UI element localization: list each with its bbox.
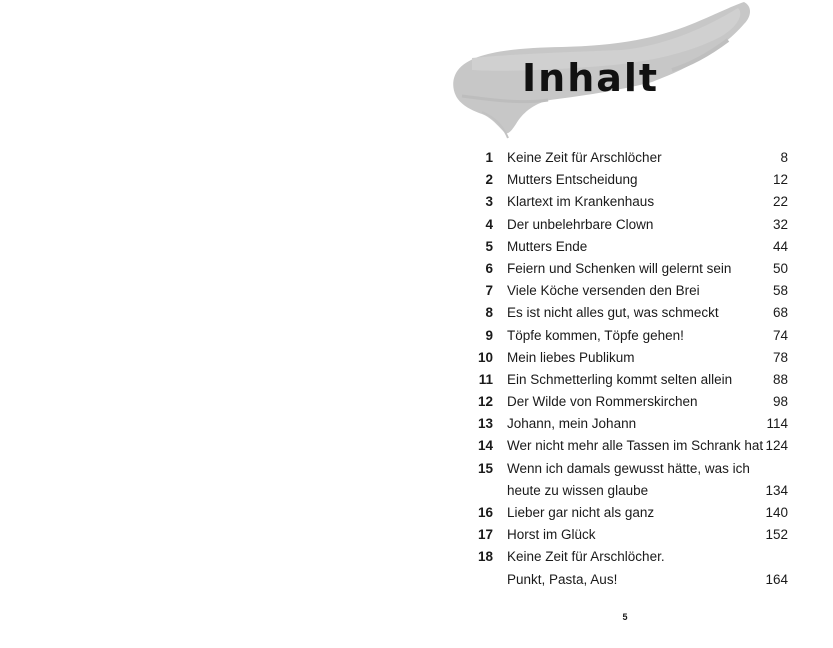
chapter-title: Mutters Entscheidung (507, 172, 638, 188)
chapter-title: Horst im Glück (507, 527, 596, 543)
chapter-page-number: 8 (780, 150, 788, 165)
toc-entry-row (470, 169, 790, 191)
chapter-page-number: 98 (772, 394, 788, 410)
page-number: 5 (622, 612, 628, 622)
toc-entry-row (470, 391, 790, 413)
chapter-number: 1 (485, 150, 493, 165)
chapter-number: 17 (477, 527, 493, 543)
chapter-number: 13 (477, 416, 493, 432)
chapter-number: 5 (485, 238, 493, 254)
table-of-contents (470, 147, 790, 591)
chapter-title: Mein liebes Publikum (507, 349, 635, 365)
toc-entry-row (470, 569, 790, 591)
chapter-page-number: 22 (772, 194, 788, 210)
chapter-page-number: 12 (772, 172, 788, 188)
chapter-title: heute zu wissen glaube (507, 482, 649, 498)
chapter-page-number: 140 (765, 505, 788, 520)
chapter-title: Lieber gar nicht als ganz (507, 505, 655, 520)
toc-entry-row (470, 546, 790, 568)
chapter-page-number: 32 (772, 216, 788, 232)
toc-entry-row (470, 524, 790, 546)
chapter-title: Viele Köche versenden den Brei (507, 283, 700, 299)
chapter-title: Keine Zeit für Arschlöcher. (507, 549, 665, 565)
chapter-number: 10 (477, 349, 493, 365)
chapter-title: Feiern und Schenken will gelernt sein (507, 260, 732, 276)
chapter-number: 16 (477, 505, 493, 520)
toc-entry-row (470, 214, 790, 236)
toc-entry-row (470, 258, 790, 280)
chapter-page-number: 58 (772, 283, 788, 299)
toc-entry-row (470, 413, 790, 435)
chapter-number: 2 (485, 172, 493, 188)
chapter-number: 3 (485, 194, 493, 210)
chapter-number: 8 (485, 305, 493, 321)
chapter-title: Punkt, Pasta, Aus! (507, 571, 618, 587)
chapter-title: Klartext im Krankenhaus (507, 194, 655, 210)
chapter-page-number: 68 (772, 305, 788, 321)
chapter-page-number: 78 (772, 349, 788, 365)
chapter-title: Der Wilde von Rommerskirchen (507, 394, 698, 410)
chapter-title: Der unbelehrbare Clown (507, 216, 654, 232)
chapter-title: Ein Schmetterling kommt selten allein (507, 371, 733, 387)
chapter-number: 11 (478, 371, 493, 387)
page-title: Inhalt (522, 56, 660, 100)
chapter-title: Töpfe kommen, Töpfe gehen! (507, 327, 684, 343)
chapter-number: 4 (485, 216, 493, 232)
toc-entry-row (470, 147, 790, 169)
toc-entry-row (470, 435, 790, 457)
chapter-page-number: 164 (765, 571, 788, 587)
chapter-number: 18 (477, 549, 493, 565)
chapter-number: 6 (485, 260, 493, 276)
toc-entry-row (470, 325, 790, 347)
chapter-page-number: 124 (765, 438, 788, 454)
toc-entry-row (470, 191, 790, 213)
chapter-number: 15 (477, 460, 493, 476)
chapter-number: 7 (485, 283, 493, 299)
toc-entry-row (470, 480, 790, 502)
chapter-title: Wer nicht mehr alle Tassen im Schrank hat (507, 438, 764, 454)
chapter-page-number: 50 (772, 260, 788, 276)
toc-entry-row (470, 369, 790, 391)
chapter-title: Mutters Ende (507, 238, 588, 254)
toc-entry-row (470, 280, 790, 302)
toc-entry-row (470, 236, 790, 258)
toc-entry-row (470, 458, 790, 480)
toc-entry-row (470, 347, 790, 369)
chapter-page-number: 88 (772, 371, 788, 387)
toc-entry-row (470, 502, 790, 524)
chapter-number: 12 (477, 394, 493, 410)
chapter-page-number: 44 (772, 238, 788, 254)
chapter-title: Es ist nicht alles gut, was schmeckt (507, 305, 719, 321)
chapter-title: Wenn ich damals gewusst hätte, was ich (507, 460, 750, 476)
chapter-page-number: 134 (765, 482, 788, 498)
chapter-page-number: 114 (766, 416, 788, 432)
chapter-page-number: 74 (772, 327, 788, 343)
chapter-number: 14 (477, 438, 493, 454)
chapter-number: 9 (485, 327, 493, 343)
chapter-title: Johann, mein Johann (507, 416, 637, 432)
chapter-page-number: 152 (765, 527, 788, 543)
toc-entry-row (470, 302, 790, 324)
chapter-title: Keine Zeit für Arschlöcher (507, 150, 662, 165)
